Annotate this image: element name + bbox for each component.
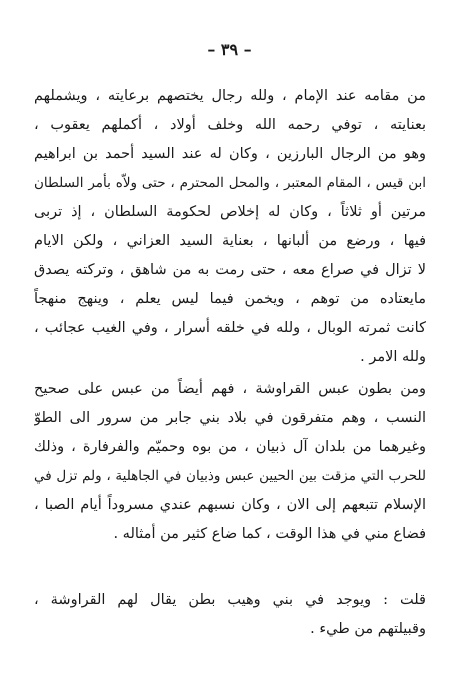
- text-line: قلت : ويوجد في بني وهيب بطن يقال لهم القراوشة ،: [34, 592, 426, 608]
- text-line: وقبيلتهم من طيء .: [310, 621, 426, 637]
- text-line: بعنايته ، توفي رحمه الله وخلف أولاد ، أكملهم يعقوب ،: [34, 117, 426, 133]
- text-line: فيها ، ورضع من ألبانها ، بعناية السيد العزاني ، ولكن الايام: [34, 233, 426, 249]
- text-line: الإسلام تتبعهم إلى الان ، وكان نسبهم عندي مسروداً أيام الصبا ،: [34, 497, 426, 513]
- text-line: ومن بطون عبس القراوشة ، فهم أيضاً من عبس على صحيح: [34, 381, 426, 397]
- text-line: ولله الامر .: [360, 349, 426, 365]
- text-line: ابن قيس ، المقام المعتبر ، والمحل المحترم ، حتى ولاّه بأمر السلطان: [34, 175, 426, 191]
- page-number: – ٣٩ –: [207, 40, 252, 59]
- text-line: من مقامه عند الإمام ، ولله رجال يختصهم برعايته ، ويشملهم: [34, 88, 426, 104]
- text-line: فضاع مني في هذا الوقت ، كما ضاع كثير من أمثاله .: [113, 526, 426, 542]
- text-line: مايعتاده من توهم ، ويخمن فيما ليس يعلم ، وينهج منهجاً: [34, 291, 426, 307]
- text-line: كانت ثمرته الوبال ، ولله في خلقه أسرار ، وفي الغيب عجائب ،: [34, 320, 426, 336]
- text-line: النسب ، وهم متفرقون في بلاد بني جابر من سرور الى الطوّ: [34, 410, 426, 426]
- text-line: لا تزال في صراع معه ، حتى رمت به من شاهق ، وتركته يصدق: [34, 262, 426, 278]
- paragraph-2: [34, 375, 426, 549]
- paragraph-3: [34, 586, 426, 644]
- text-line: للحرب التي مزقت بين الحيين عبس وذبيان في الجاهلية ، ولم تزل في: [34, 468, 426, 484]
- paragraph-1: [34, 82, 426, 372]
- text-line: وغيرهما من بلدان آل ذبيان ، من بوه وحميّم والفرفارة ، وذلك: [34, 439, 426, 455]
- text-line: مرتين أو ثلاثاً ، وكان له إخلاص لحكومة السلطان ، إذ تربى: [34, 204, 426, 220]
- text-line: وهو من الرجال البارزين ، وكان له عند السيد أحمد بن ابراهيم: [34, 146, 426, 162]
